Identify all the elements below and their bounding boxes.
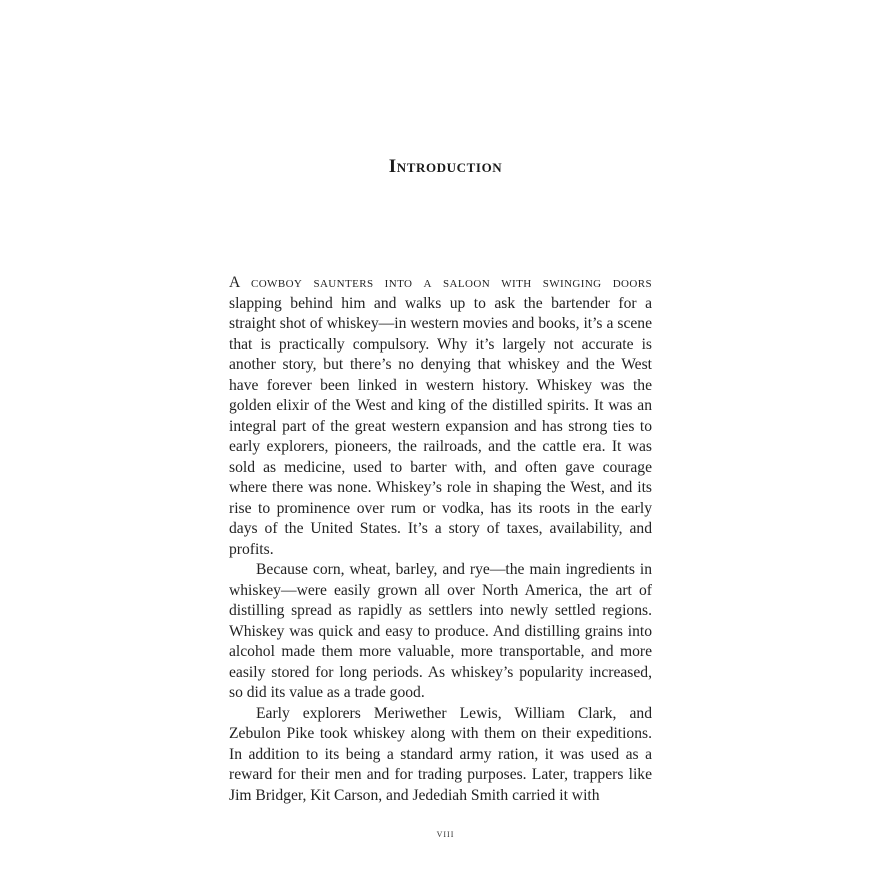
paragraph-1-text: slapping behind him and walks up to ask the bartender for a straight shot of whiskey—in western movies and books, it’s a scene that is practically compulsory. Why it’s largely not accurate is another story, but there’s no denying that whiskey and the West have forever been linked in western history. Whiskey was the golden elixir of the West and king of the distilled spirits. It was an integral part of the great western expansion and has strong ties to early explorers, pioneers, the railroads, and the cattle era. It was sold as medicine, used to barter with, and often gave courage where there was none. Whiskey’s role in shaping the West, and its rise to prominence over rum or vodka, has its roots in the early days of the United States. It’s a story of taxes, availability, and profits.: [229, 294, 652, 558]
page-number: viii: [436, 828, 455, 840]
body-text: [229, 273, 652, 806]
paragraph-1: [229, 273, 652, 560]
paragraph-3: Early explorers Meriwether Lewis, William Clark, and Zebulon Pike took whiskey along with them on their expeditions. In addition to its being a standard army ration, it was used as a reward for their men and for trading purposes. Later, trappers like Jim Bridger, Kit Carson, and Jedediah Smith carried it with: [229, 704, 652, 804]
paragraph-2: Because corn, wheat, barley, and rye—the main ingredients in whiskey—were easily grown all over North America, the art of distilling spread as rapidly as settlers into newly settled regions. Whiskey was quick and easy to produce. And distilling grains into alcohol made them more valuable, more transportable, and more easily stored for long periods. As whiskey’s popularity increased, so did its value as a trade good.: [229, 561, 652, 701]
chapter-title: Introduction: [388, 156, 503, 177]
lead-in-small-caps: A cowboy saunters into a saloon with swinging doors: [229, 274, 652, 291]
